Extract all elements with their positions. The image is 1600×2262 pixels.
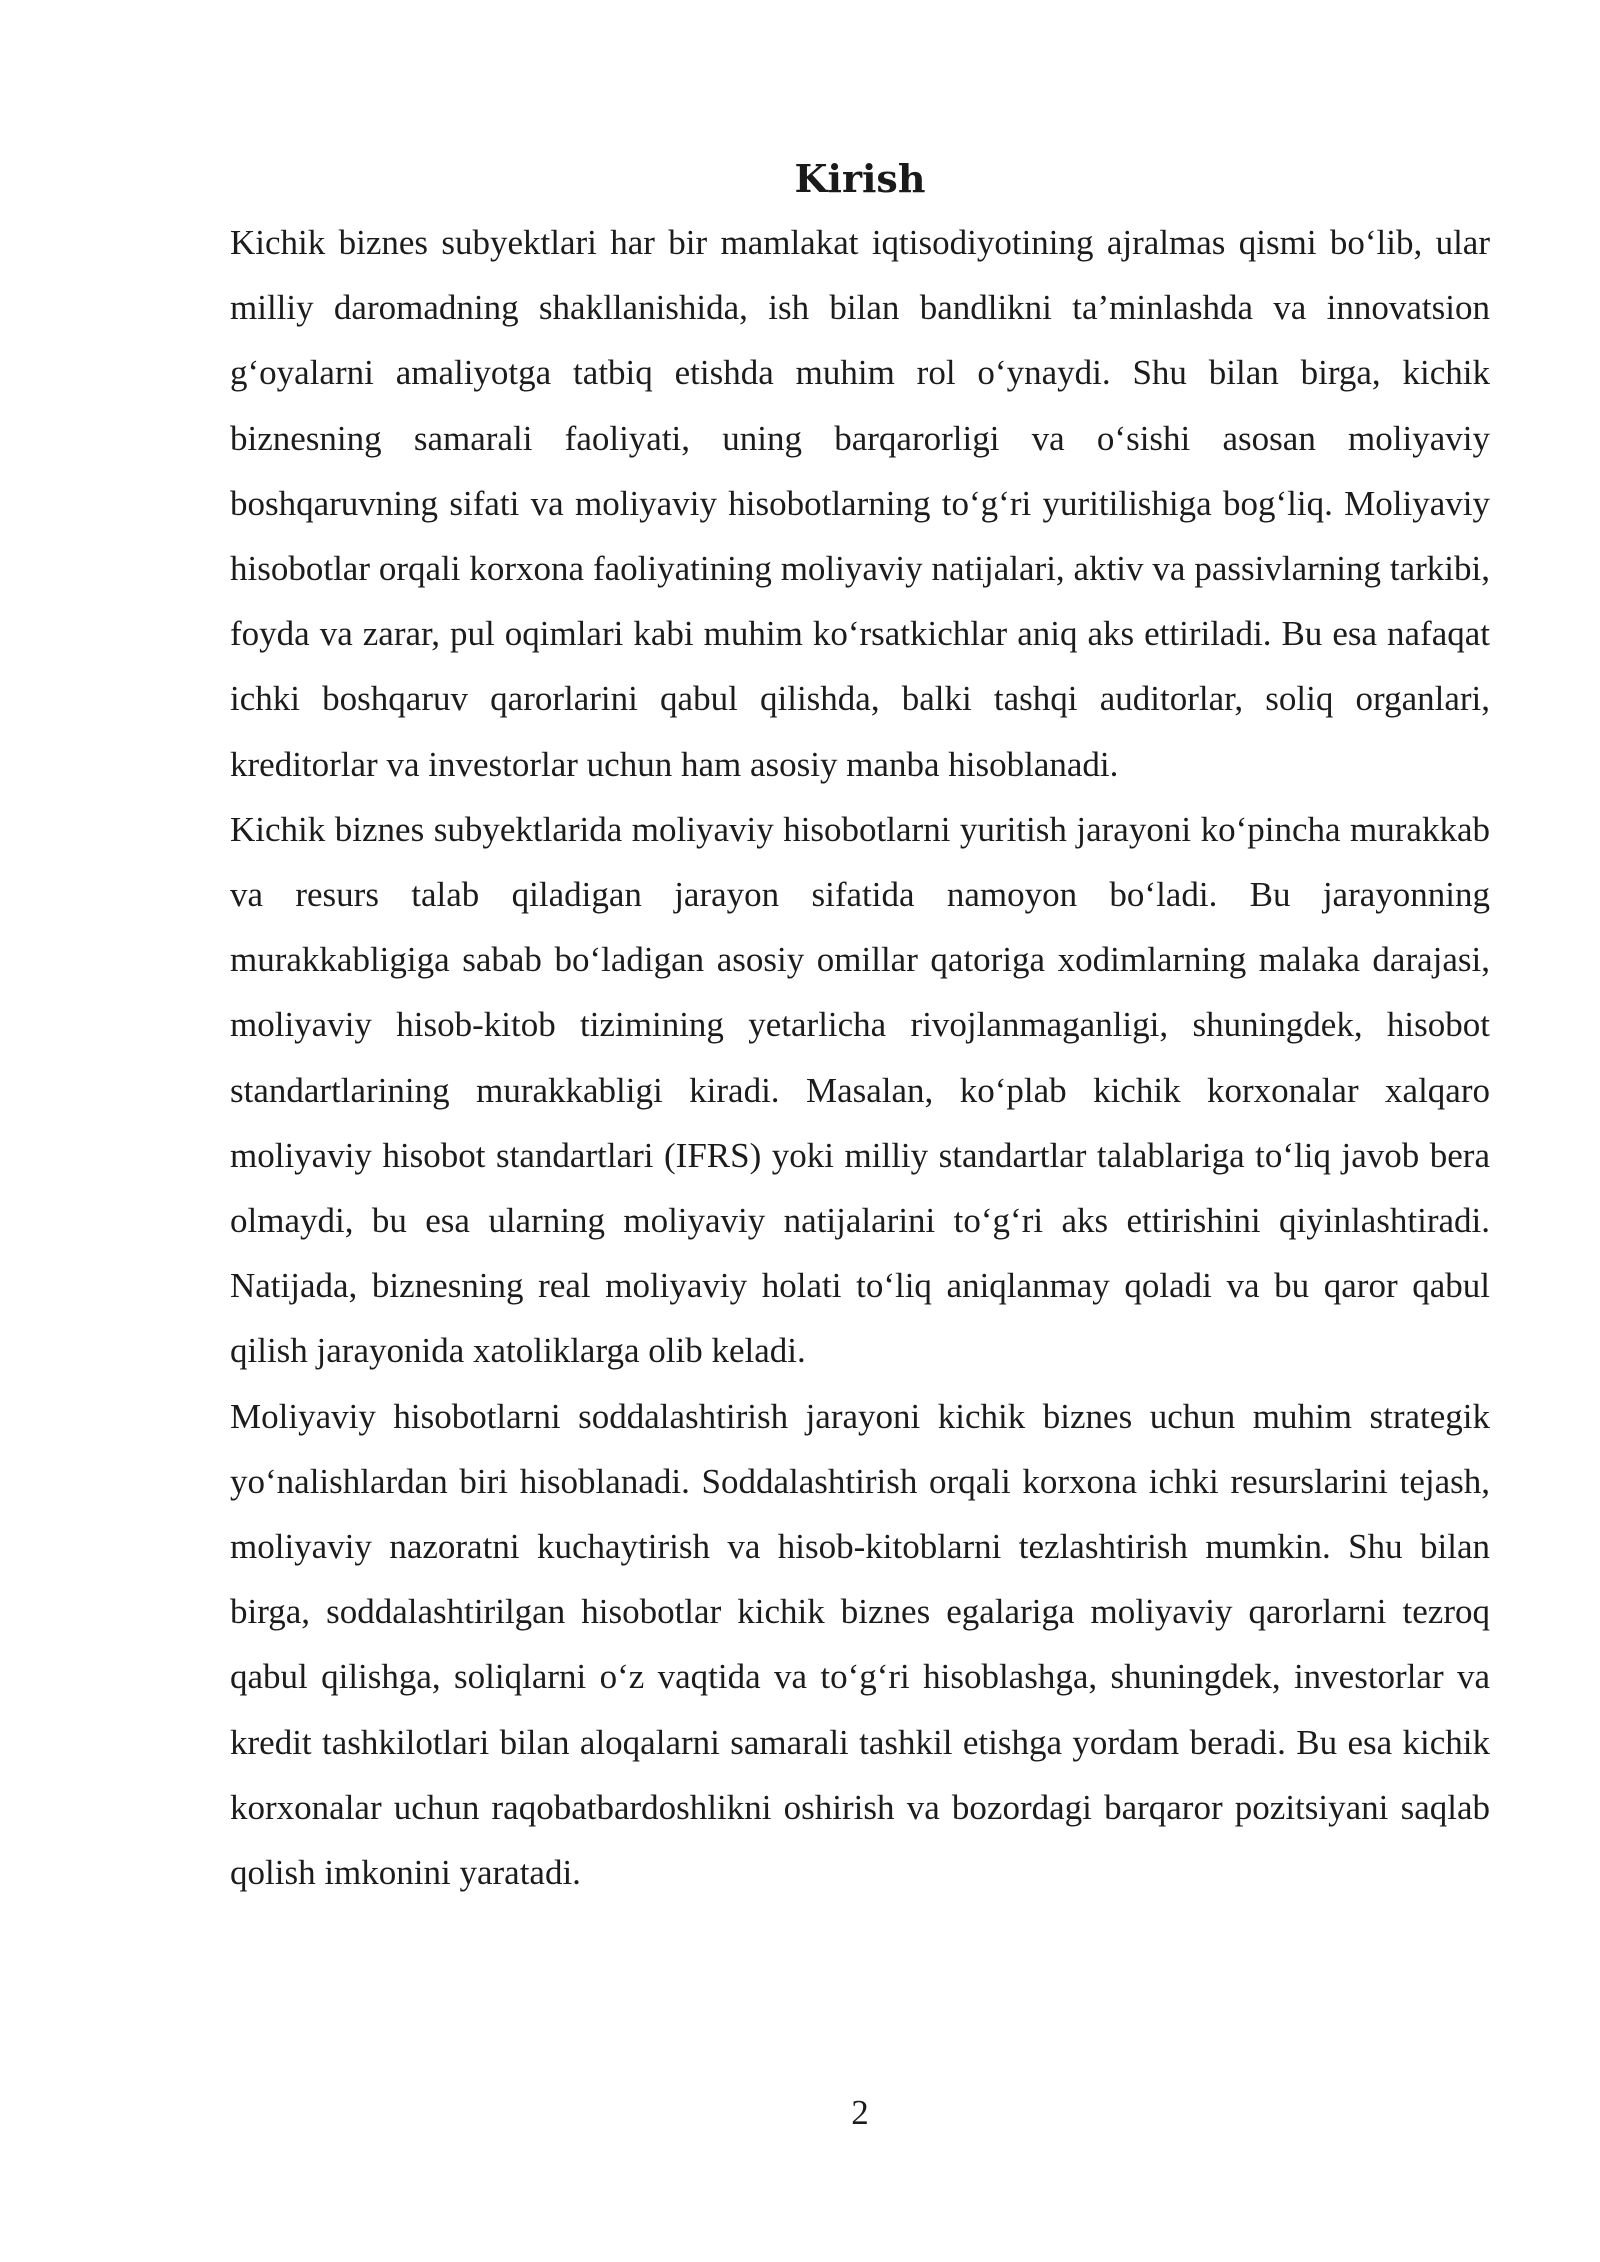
page-number: 2 [851, 2093, 869, 2132]
paragraph-2: Kichik biznes subyektlarida moliyaviy hisobotlarni yuritish jarayoni ko‘pincha murakkab va resurs talab qiladigan jarayon sifatida namoyon bo‘ladi. Bu jarayonning murakkabligiga sabab bo‘ladigan asosiy omillar qatoriga xodimlarning malaka darajasi, moliyaviy hisob-kitob tizimining yetarlicha rivojlanmaganligi, shuningdek, hisobot standartlarining murakkabligi kiradi. Masalan, ko‘plab kichik korxonalar xalqaro moliyaviy hisobot standartlari (IFRS) yoki milliy standartlar talablariga to‘liq javob bera olmaydi, bu esa ularning moliyaviy natijalarini to‘g‘ri aks ettirishini qiyinlashtiradi. Natijada, biznesning real moliyaviy holati to‘liq aniqlanmay qoladi va bu qaror qabul qilish jarayonida xatoliklarga olib keladi. [230, 809, 1490, 1371]
paragraph-1: Kichik biznes subyektlari har bir mamlakat iqtisodiyotining ajralmas qismi bo‘lib, ular milliy daromadning shakllanishida, ish bilan bandlikni ta’minlashda va innovatsion g‘oyalarni amaliyotga tatbiq etishda muhim rol o‘ynaydi. Shu bilan birga, kichik biznesning samarali faoliyati, uning barqarorligi va o‘sishi asosan moliyaviy boshqaruvning sifati va moliyaviy hisobotlarning to‘g‘ri yuritilishiga bog‘liq. Moliyaviy hisobotlar orqali korxona faoliyatining moliyaviy natijalari, aktiv va passivlarning tarkibi, foyda va zarar, pul oqimlari kabi muhim ko‘rsatkichlar aniq aks ettiriladi. Bu esa nafaqat ichki boshqaruv qarorlarini qabul qilishda, balki tashqi auditorlar, soliq organlari, kreditorlar va investorlar uchun ham asosiy manba hisoblanadi. [230, 223, 1490, 784]
paragraph-3: Moliyaviy hisobotlarni soddalashtirish jarayoni kichik biznes uchun muhim strategik yo‘nalishlardan biri hisoblanadi. Soddalashtirish orqali korxona ichki resurslarini tejash, moliyaviy nazoratni kuchaytirish va hisob-kitoblarni tezlashtirish mumkin. Shu bilan birga, soddalashtirilgan hisobotlar kichik biznes egalariga moliyaviy qarorlarni tezroq qabul qilishga, soliqlarni o‘z vaqtida va to‘g‘ri hisoblashga, shuningdek, investorlar va kredit tashkilotlari bilan aloqalarni samarali tashkil etishga yordam beradi. Bu esa kichik korxonalar uchun raqobatbardoshlikni oshirish va bozordagi barqaror pozitsiyani saqlab qolish imkonini yaratadi. [230, 1396, 1490, 1893]
section-title: Kirish [794, 156, 926, 201]
body-text [230, 210, 1490, 1905]
